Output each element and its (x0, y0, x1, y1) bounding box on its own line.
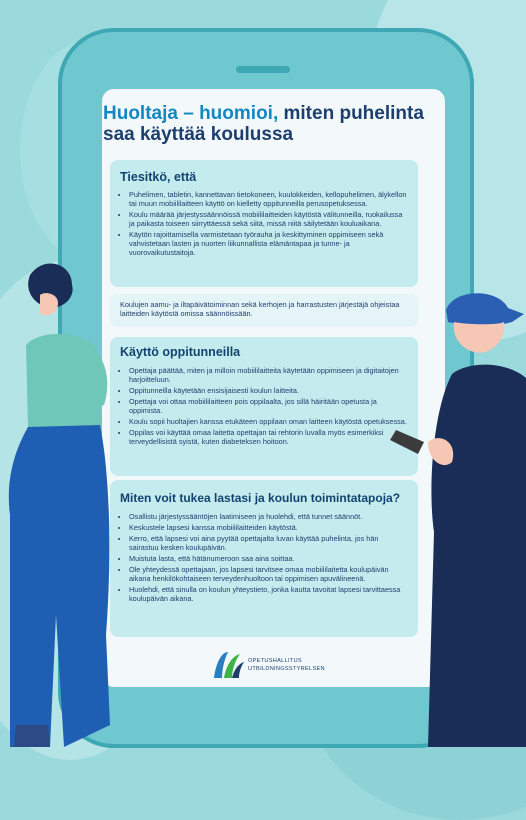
list-item: • Ole yhteydessä opettajaan, jos lapsesi tarvitsee omaa mobiililaitetta koulupäivän aikana henkilökohtaiseen terveydenhuoltoon tai oppimisen apuvälineenä. (129, 565, 408, 583)
page-title (103, 103, 433, 145)
list-item: • Käytön rajoittamisella varmistetaan työrauha ja keskittyminen oppimiseen sekä vahvistetaan lasten ja nuorten liikunnallista elämäntapaa ja tunne- ja vuorovaikutustaitoja. (129, 230, 408, 257)
title-accent: Huoltaja – huomioi, (103, 103, 279, 124)
logo-line: UTBILDNINGSSTYRELSEN (248, 666, 325, 672)
list-item: • Koulu määrää järjestyssäännöissä mobiililaitteiden käytöstä välitunneilla, ruokailussa ja paikasta toiseen siirryttäessä sekä siitä, missä niitä säilytetään kouluaikana. (129, 210, 408, 228)
list-item: • Muistuta lasta, että hätänumeroon saa aina soittaa. (129, 554, 408, 563)
section-use-in-lessons (110, 337, 418, 476)
list-item: • Huolehdi, että sinulla on koulun yhteystieto, jonka kautta tavoitat lapsesi tarvittaessa koulupäivän aikana. (129, 585, 408, 603)
list-item: • Kerro, että lapsesi voi aina pyytää opettajalta luvan käyttää puhelinta, jos hän sairastuu kesken koulupäivän. (129, 534, 408, 552)
title-rest: miten puhelinta saa käyttää koulussa (103, 103, 424, 145)
section-heading: Käyttö oppitunneilla (120, 345, 241, 359)
logo-text (248, 657, 325, 673)
section-how-to-support (110, 480, 418, 637)
list-item: • Oppilas voi käyttää omaa laitetta opettajan tai rehtorin luvalla myös esimerkiksi terveydellisistä syistä, kuten diabeteksen hoitoon. (129, 428, 408, 446)
logo-line: OPETUSHALLITUS (248, 658, 302, 664)
list-item: • Opettaja päättää, miten ja milloin mobiililaitteita käytetään oppimiseen ja digitaitojen harjoitteluun. (129, 366, 408, 384)
section-heading: Miten voit tukea lastasi ja koulun toimintatapoja? (120, 491, 401, 505)
bullet-list (120, 512, 408, 603)
opetushallitus-logo-icon (210, 648, 246, 682)
section-heading: Tiesitkö, että (120, 170, 197, 184)
note-box: Koulujen aamu- ja iltapäivätoiminnan sekä kerhojen ja harrastusten järjestäjä ohjeistaa laitteiden käytöstä omissa säännöissään. (110, 294, 418, 327)
phone-speaker (236, 66, 290, 73)
list-item: • Puhelimen, tabletin, kannettavan tietokoneen, kuulokkeiden, kellopuhelimen, älykellon tai muun mobiililaitteen käyttö on kielletty oppitunneilla perusopetuksessa. (129, 190, 408, 208)
list-item: • Koulu sopii huoltajien kanssa etukäteen oppilaan oman laitteen käytöstä opetuksessa. (129, 417, 408, 426)
list-item: • Opettaja voi ottaa mobiililaitteen pois oppilaalta, jos sillä häiritään opetusta ja oppimista. (129, 397, 408, 415)
list-item: • Osallistu järjestyssääntöjen laatimiseen ja huolehdi, että tunnet säännöt. (129, 512, 408, 521)
section-did-you-know (110, 160, 418, 287)
bullet-list (120, 366, 408, 446)
bullet-list (120, 190, 408, 257)
list-item: • Keskustele lapsesi kanssa mobiililaitteiden käytöstä. (129, 523, 408, 532)
list-item: • Oppitunneilla käytetään ensisijaisesti koulun laitteita. (129, 386, 408, 395)
